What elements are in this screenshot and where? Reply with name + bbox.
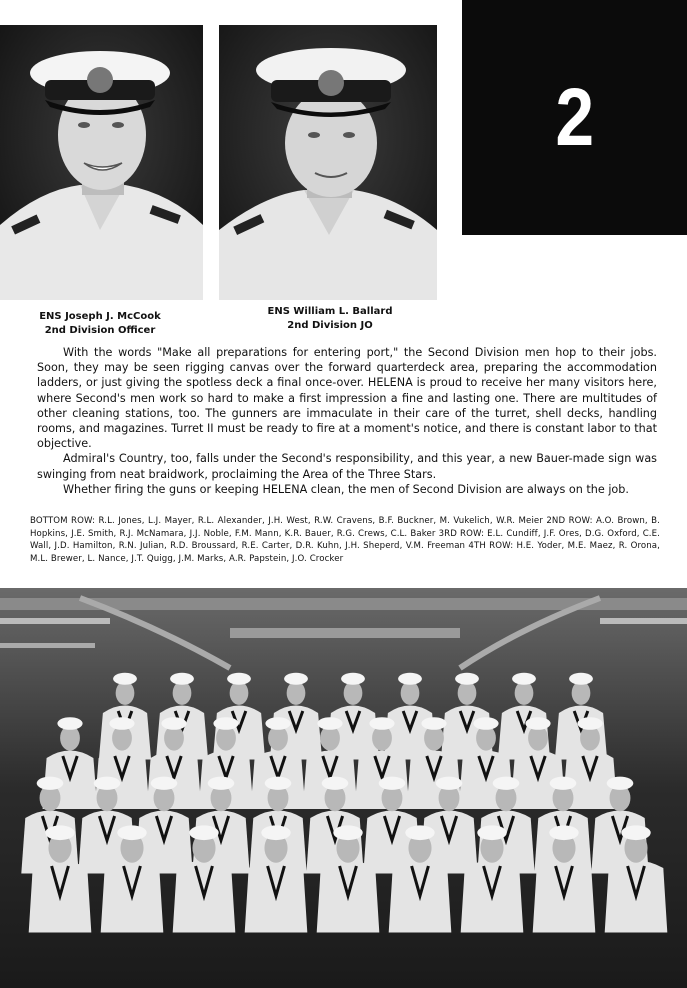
officer-portrait-mccook (0, 25, 203, 300)
officer-caption-2 (245, 305, 415, 333)
officer-portrait-ballard (219, 25, 437, 300)
division-number: 2 (555, 71, 594, 163)
officer-title: 2nd Division JO (287, 320, 373, 331)
paragraph: Admiral's Country, too, falls under the Second's responsibility, and this year, a new Bauer-made sign was swinging from neat braidwork, proclaiming the Area of the Three Stars. (37, 452, 657, 481)
paragraph: Whether firing the guns or keeping HELENA clean, the men of Second Division are always on the job. (63, 482, 629, 496)
officer-title: 2nd Division Officer (44, 325, 156, 336)
officer-name: ENS Joseph J. McCook (39, 311, 161, 322)
roster-caption: BOTTOM ROW: R.L. Jones, L.J. Mayer, R.L. Alexander, J.H. West, R.W. Cravens, B.F. Buckner, M. Vukelich, W.R. Meier 2ND ROW: A.O. Brown, B. Hopkins, J.E. Smith, R.J. McNamara, J.J. Noble, F.M. Mann, K.R. Bauer, R.G. Crews, C.L. Baker 3RD ROW: E.L. Cundiff, J.F. Ores, D.G. Oxford, C.E. Wall, J.D. Hamilton, R.N. Julian, R.D. Broussard, R.E. Carter, D.R. Kuhn, J.H. Sheperd, V.M. Freeman 4TH ROW: H.E. Yoder, M.E. Maez, R. Orona, M.L. Brewer, L. Nance, J.T. Quigg, J.M. Marks, A.R. Papstein, J.O. Crocker (30, 516, 660, 564)
article-body (37, 345, 657, 497)
division-number-block (462, 0, 687, 235)
division-group-photo (0, 588, 687, 988)
paragraph: With the words "Make all preparations for entering port," the Second Division men hop to their jobs. Soon, they may be seen rigging canvas over the forward quarterdeck area, preparing the accommodation ladders, or just giving the spotless deck a final once-over. HELENA is proud to receive her many visitors here, where Second's men work so hard to make a first impression a fine and lasting one. There are multitudes of other cleaning stations, too. The gunners are immaculate in their care of the turret, shell decks, handling rooms, and magazines. Turret II must be ready to fire at a moment's notice, and there is constant labor to that objective. (37, 346, 657, 451)
officer-caption-1 (20, 310, 180, 338)
officer-name: ENS William L. Ballard (267, 306, 393, 317)
